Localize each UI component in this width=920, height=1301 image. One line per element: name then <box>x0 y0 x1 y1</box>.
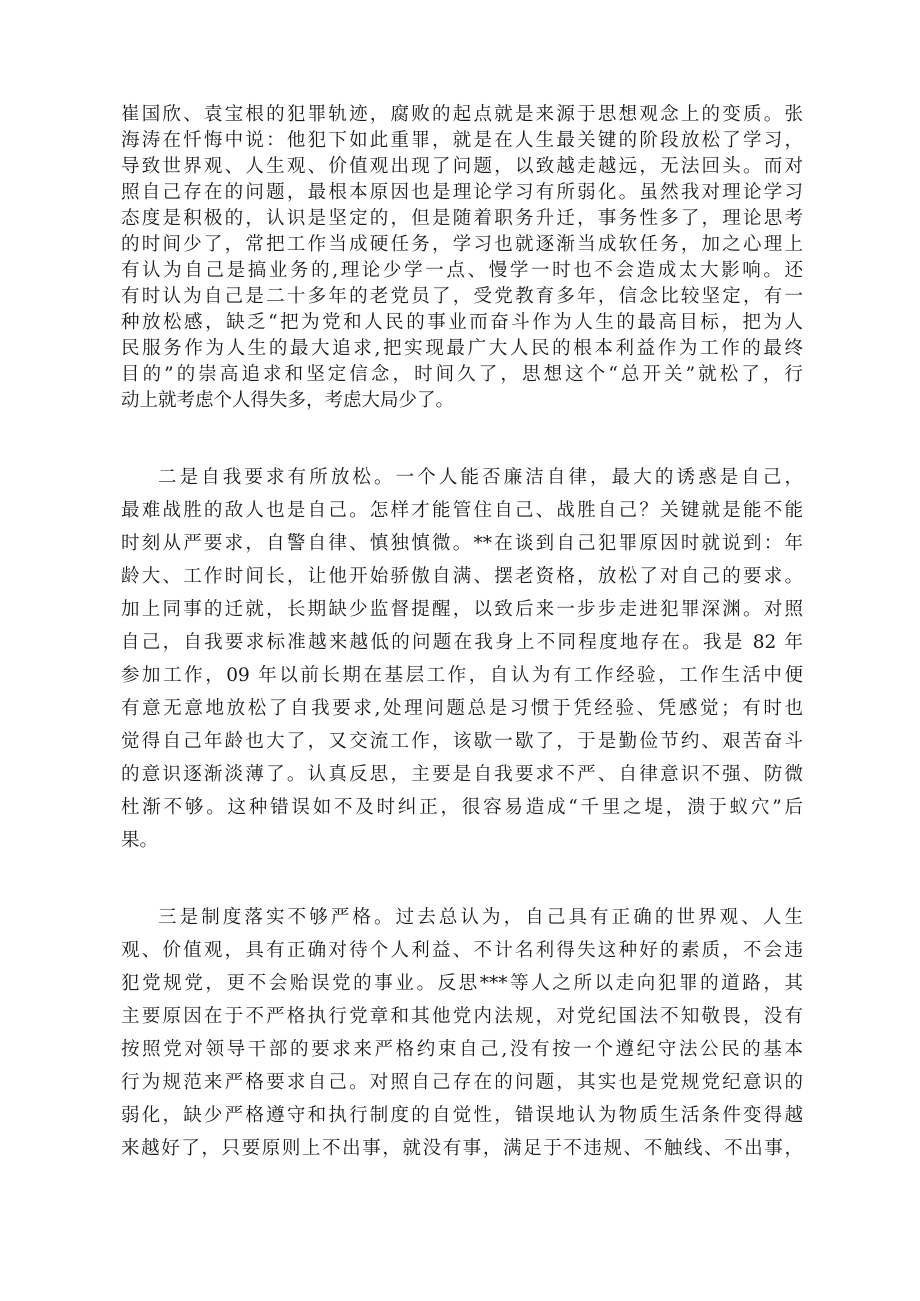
text-line: 观、价值观，具有正确对待个人利益、不计名利得失这种好的素质，不会违 <box>121 940 803 961</box>
text-line: 动上就考虑个人得失多，考虑大局少了。 <box>121 390 455 411</box>
text-line: 参加工作，09 年以前长期在基层工作，自认为有工作经验，工作生活中便 <box>121 665 803 686</box>
text-line: 犯党规党，更不会贻误党的事业。反思***等人之所以走向犯罪的道路，其 <box>121 973 803 994</box>
text-line: 加上同事的迁就，长期缺少监督提醒，以致后来一步步走进犯罪深渊。对照 <box>121 599 803 620</box>
text-line: 的意识逐渐淡薄了。认真反思，主要是自我要求不严、自律意识不强、防微 <box>121 764 803 785</box>
text-line: 行为规范来严格要求自己。对照自己存在的问题，其实也是党规党纪意识的 <box>121 1072 803 1093</box>
text-line: 来越好了，只要原则上不出事，就没有事，满足于不违规、不触线、不出事， <box>121 1138 803 1159</box>
text-line: 有意无意地放松了自我要求,处理问题总是习惯于凭经验、凭感觉；有时也 <box>121 698 803 719</box>
text-line: 按照党对领导干部的要求来严格约束自己,没有按一个遵纪守法公民的基本 <box>121 1039 803 1060</box>
text-line: 照自己存在的问题，最根本原因也是理论学习有所弱化。虽然我对理论学习 <box>121 182 803 203</box>
text-line: 有认为自己是搞业务的,理论少学一点、慢学一时也不会造成太大影响。还 <box>121 260 803 281</box>
paragraph-first-line: 二是自我要求有所放松。一个人能否廉洁自律，最大的诱惑是自己， <box>158 467 803 488</box>
text-line: 目的”的崇高追求和坚定信念，时间久了，思想这个“总开关”就松了，行 <box>121 364 803 385</box>
text-line: 态度是积极的，认识是坚定的，但是随着职务升迁，事务性多了，理论思考 <box>121 208 803 229</box>
text-line: 觉得自己年龄也大了，又交流工作，该歇一歇了，于是勤俭节约、艰苦奋斗 <box>121 731 803 752</box>
text-line: 龄大、工作时间长，让他开始骄傲自满、摆老资格，放松了对自己的要求。 <box>121 566 803 587</box>
text-line: 杜渐不够。这种错误如不及时纠正，很容易造成“千里之堤，溃于蚁穴”后 <box>121 797 803 818</box>
text-line: 果。 <box>121 830 159 851</box>
text-line: 的时间少了，常把工作当成硬任务，学习也就逐渐当成软任务，加之心理上 <box>121 234 803 255</box>
text-line: 时刻从严要求，自警自律、慎独慎微。**在谈到自己犯罪原因时就说到：年 <box>121 533 803 554</box>
text-line: 弱化，缺少严格遵守和执行制度的自觉性，错误地认为物质生活条件变得越 <box>121 1105 803 1126</box>
text-line: 自己，自我要求标准越来越低的问题在我身上不同程度地存在。我是 82 年 <box>121 632 803 653</box>
text-line: 主要原因在于不严格执行党章和其他党内法规，对党纪国法不知敬畏，没有 <box>121 1006 803 1027</box>
text-line: 崔国欣、袁宝根的犯罪轨迹，腐败的起点就是来源于思想观念上的变质。张 <box>121 104 803 125</box>
text-line: 民服务作为人生的最大追求,把实现最广大人民的根本利益作为工作的最终 <box>121 338 803 359</box>
text-line: 海涛在忏悔中说：他犯下如此重罪，就是在人生最关键的阶段放松了学习， <box>121 130 803 151</box>
text-line: 导致世界观、人生观、价值观出现了问题，以致越走越远，无法回头。而对 <box>121 156 803 177</box>
text-line: 有时认为自己是二十多年的老党员了，受党教育多年，信念比较坚定，有一 <box>121 286 803 307</box>
paragraph-first-line: 三是制度落实不够严格。过去总认为，自己具有正确的世界观、人生 <box>158 907 803 928</box>
text-line: 最难战胜的敌人也是自己。怎样才能管住自己、战胜自己？关键就是能不能 <box>121 500 803 521</box>
text-line: 种放松感，缺乏“把为党和人民的事业而奋斗作为人生的最高目标，把为人 <box>121 312 803 333</box>
